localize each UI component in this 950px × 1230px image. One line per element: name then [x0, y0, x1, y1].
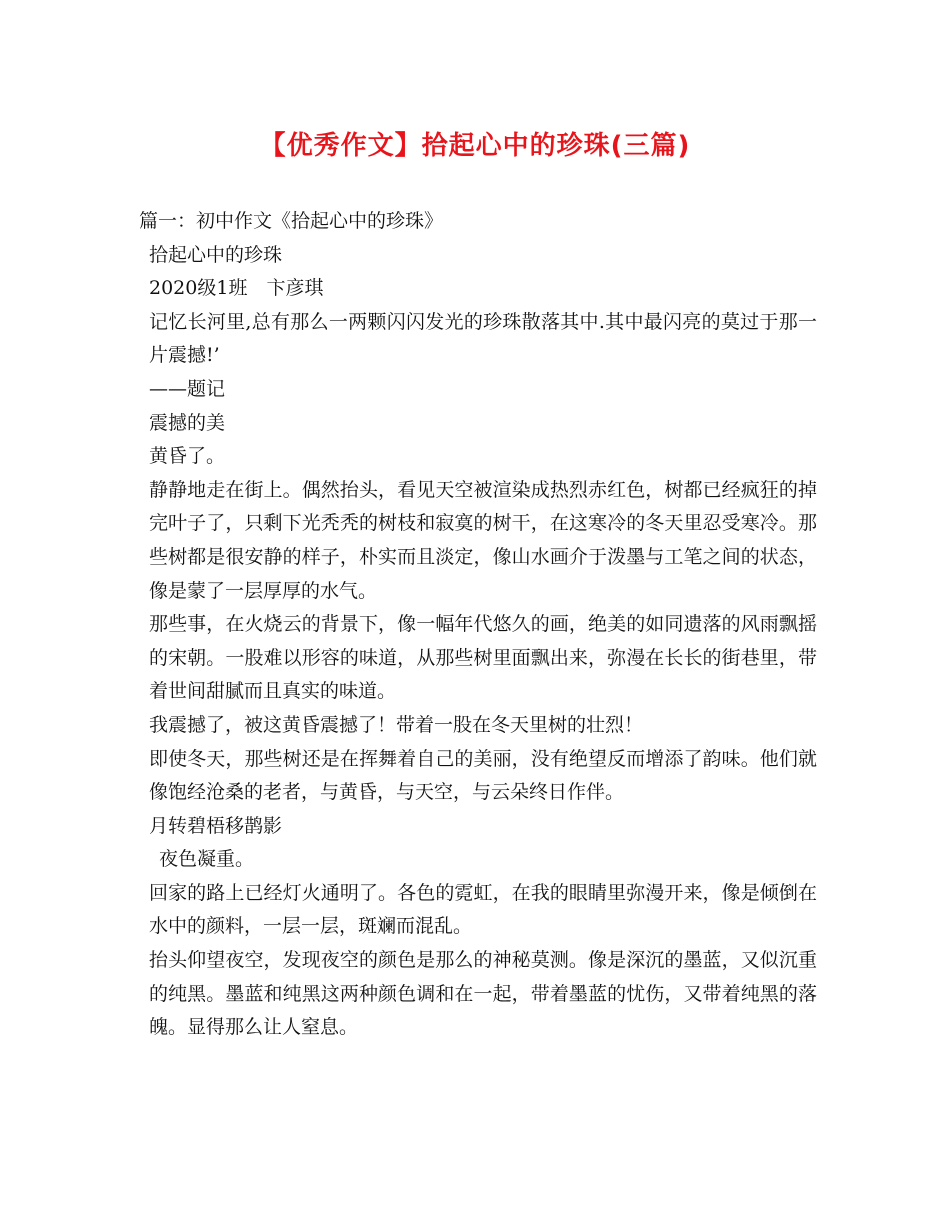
paragraph: 即使冬天，那些树还是在挥舞着自己的美丽，没有绝望反而增添了韵味。他们就像饱经沧桑的老者，与黄昏，与天空，与云朵终日作伴。	[149, 747, 817, 804]
subheading: 震撼的美	[149, 411, 226, 434]
paragraph: 记忆长河里,总有那么一两颗闪闪发光的珍珠散落其中.其中最闪亮的莫过于那一片震撼!’	[149, 310, 817, 367]
epigraph-attribution: ——题记	[149, 377, 226, 400]
document-body	[139, 205, 817, 1045]
document-title: 【优秀作文】拾起心中的珍珠(三篇)	[259, 131, 691, 161]
essay-title: 拾起心中的珍珠	[149, 243, 283, 266]
paragraph: 静静地走在街上。偶然抬头，看见天空被渲染成热烈赤红色，树都已经疯狂的掉完叶子了，只剩下光秃秃的树枝和寂寞的树干，在这寒冷的冬天里忍受寒冷。那些树都是很安静的样子，朴实而且淡定，像山水画介于泼墨与工笔之间的状态，像是蒙了一层厚厚的水气。	[149, 478, 817, 602]
paragraph: 夜色凝重。	[159, 848, 255, 871]
paragraph: 抬头仰望夜空，发现夜空的颜色是那么的神秘莫测。像是深沉的墨蓝，又似沉重的纯黑。墨蓝和纯黑这两种颜色调和在一起，带着墨蓝的忧伤，又带着纯黑的落魄。显得那么让人窒息。	[149, 949, 817, 1039]
paragraph: 回家的路上已经灯火通明了。各色的霓虹，在我的眼睛里弥漫开来，像是倾倒在水中的颜料，一层一层，斑斓而混乱。	[149, 881, 817, 938]
paragraph: 黄昏了。	[149, 445, 226, 468]
section-heading: 篇一：初中作文《拾起心中的珍珠》	[139, 210, 444, 232]
paragraph: 那些事，在火烧云的背景下，像一幅年代悠久的画，绝美的如同遗落的风雨飘摇的宋朝。一股难以形容的味道，从那些树里面飘出来，弥漫在长长的街巷里，带着世间甜腻而且真实的味道。	[149, 613, 817, 703]
author-line: 2020级1班 卞彦琪	[149, 277, 324, 300]
subheading: 月转碧梧移鹊影	[149, 814, 283, 837]
paragraph: 我震撼了，被这黄昏震撼了！带着一股在冬天里树的壮烈！	[149, 713, 644, 736]
